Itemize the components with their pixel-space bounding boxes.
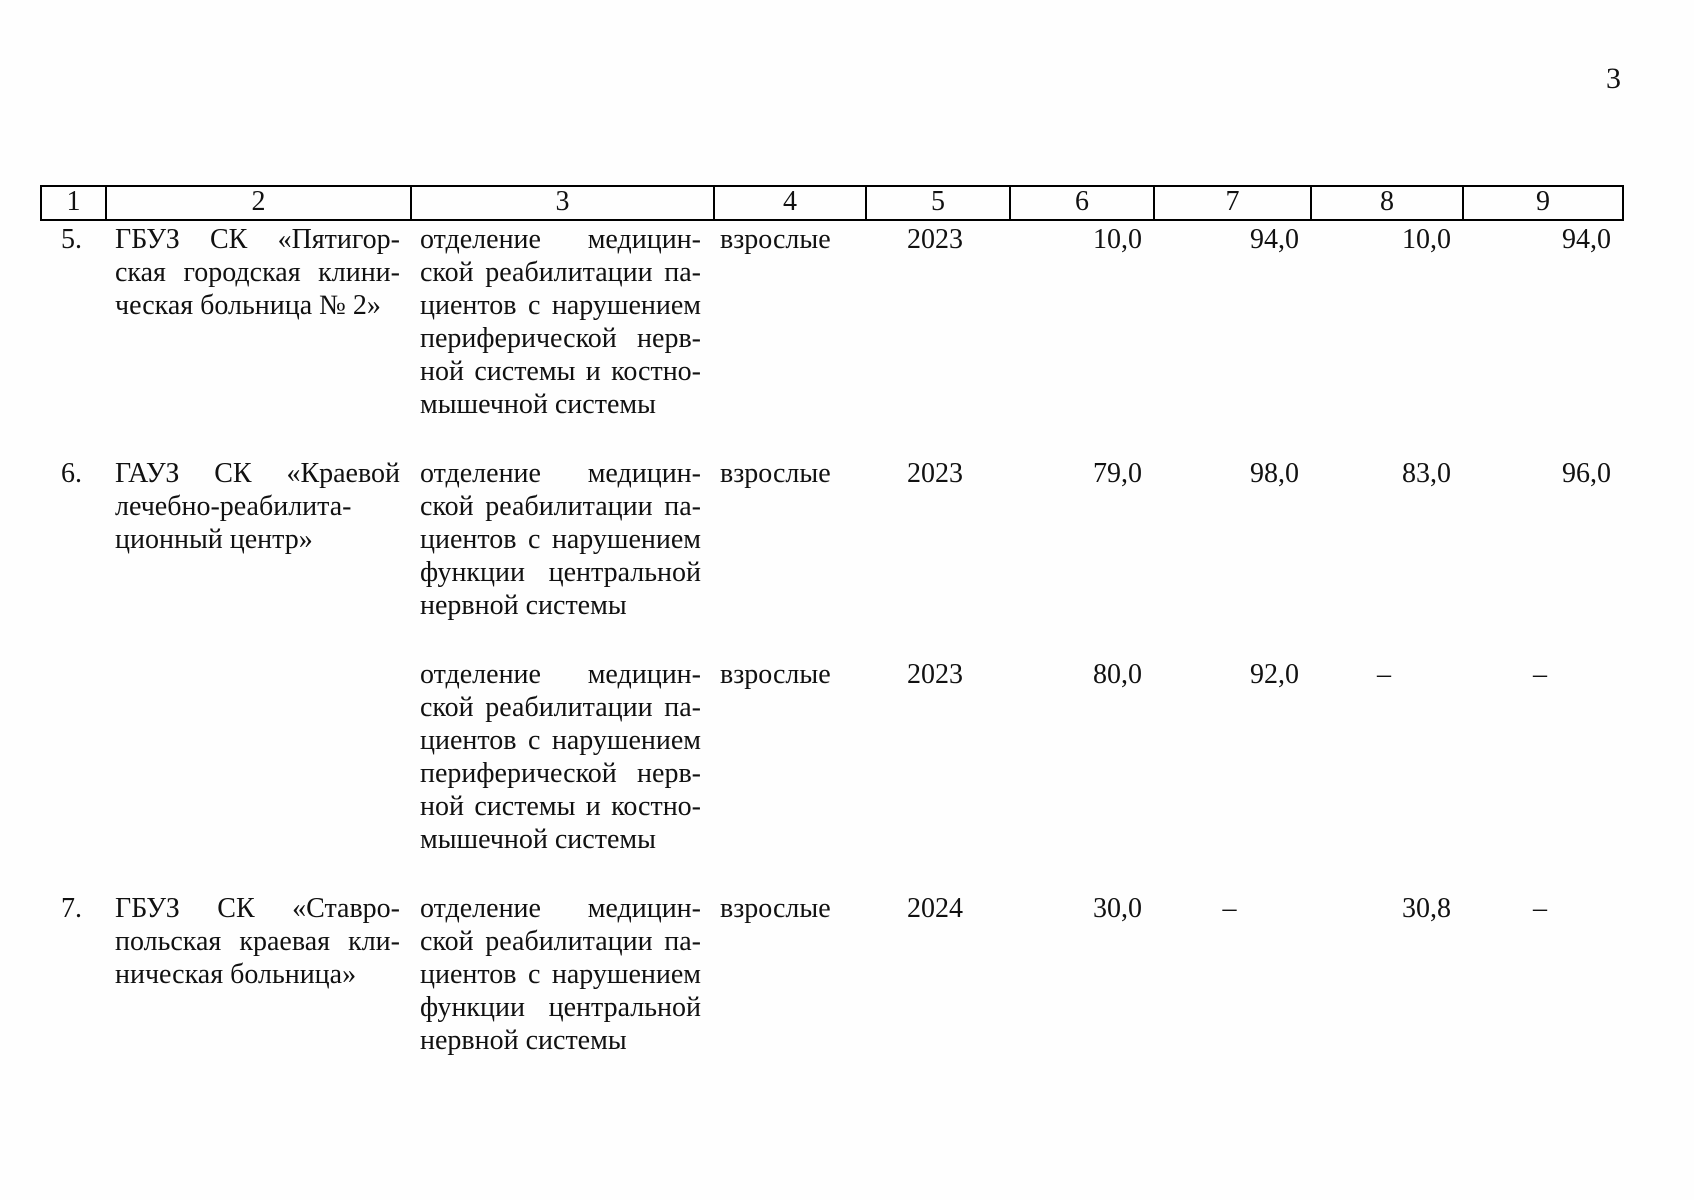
value-cell-7: 98,0 (1250, 458, 1299, 489)
organization-cell: ГАУЗ СК «Краевой лечебно-реабилита- ционный центр» (115, 458, 400, 555)
table-header-row (40, 185, 1624, 221)
value-cell-8: 83,0 (1402, 458, 1451, 489)
value-cell-6: 80,0 (1093, 659, 1142, 690)
header-cell-6: 6 (1009, 187, 1153, 219)
header-cell-9: 9 (1462, 187, 1622, 219)
value-cell-6: 30,0 (1093, 893, 1142, 924)
department-cell: отделение медицин- ской реабилитации па- циентов с нарушением функции центральной нервной системы (420, 458, 701, 621)
value-cell-9: – (1533, 659, 1547, 690)
value-cell-6: 10,0 (1093, 224, 1142, 255)
department-cell: отделение медицин- ской реабилитации па- циентов с нарушением периферической нерв- ной системы и костно- мышечной системы (420, 659, 701, 855)
patient-group-cell: взрослые (720, 458, 831, 489)
value-cell-9: 94,0 (1562, 224, 1611, 255)
header-cell-2: 2 (105, 187, 410, 219)
row-number-cell: 7. (61, 893, 82, 924)
patient-group-cell: взрослые (720, 224, 831, 255)
value-cell-7: – (1222, 893, 1237, 924)
header-cell-7: 7 (1153, 187, 1310, 219)
value-cell-9: – (1533, 893, 1547, 924)
value-cell-7: 92,0 (1250, 659, 1299, 690)
patient-group-cell: взрослые (720, 659, 831, 690)
value-cell-9: 96,0 (1562, 458, 1611, 489)
header-cell-1: 1 (66, 186, 81, 217)
year-cell: 2023 (907, 224, 963, 255)
value-cell-8: 10,0 (1402, 224, 1451, 255)
value-cell-7: 94,0 (1250, 224, 1299, 255)
value-cell-8: 30,8 (1402, 893, 1451, 924)
year-cell: 2024 (907, 893, 963, 924)
year-cell: 2023 (907, 659, 963, 690)
header-cell-4: 4 (713, 187, 865, 219)
table-row (40, 658, 1624, 856)
table-body (40, 221, 1624, 1057)
department-cell: отделение медицин- ской реабилитации па- циентов с нарушением функции центральной нервной системы (420, 893, 701, 1056)
row-number-cell: 6. (61, 458, 82, 489)
facilities-table (40, 185, 1624, 1057)
value-cell-8: – (1377, 659, 1391, 690)
patient-group-cell: взрослые (720, 893, 831, 924)
table-row (40, 223, 1624, 421)
department-cell: отделение медицин- ской реабилитации па- циентов с нарушением периферической нерв- ной системы и костно- мышечной системы (420, 224, 701, 420)
page-number: 3 (1606, 62, 1621, 95)
header-cell-3: 3 (410, 187, 713, 219)
value-cell-6: 79,0 (1093, 458, 1142, 489)
table-row (40, 457, 1624, 622)
year-cell: 2023 (907, 458, 963, 489)
table-row (40, 892, 1624, 1057)
row-number-cell: 5. (61, 224, 82, 255)
header-cell-8: 8 (1310, 187, 1462, 219)
organization-cell: ГБУЗ СК «Ставро- польская краевая кли- ническая больница» (115, 893, 400, 990)
header-cell-5: 5 (865, 187, 1009, 219)
organization-cell: ГБУЗ СК «Пятигор- ская городская клини- ческая больница № 2» (115, 224, 400, 321)
